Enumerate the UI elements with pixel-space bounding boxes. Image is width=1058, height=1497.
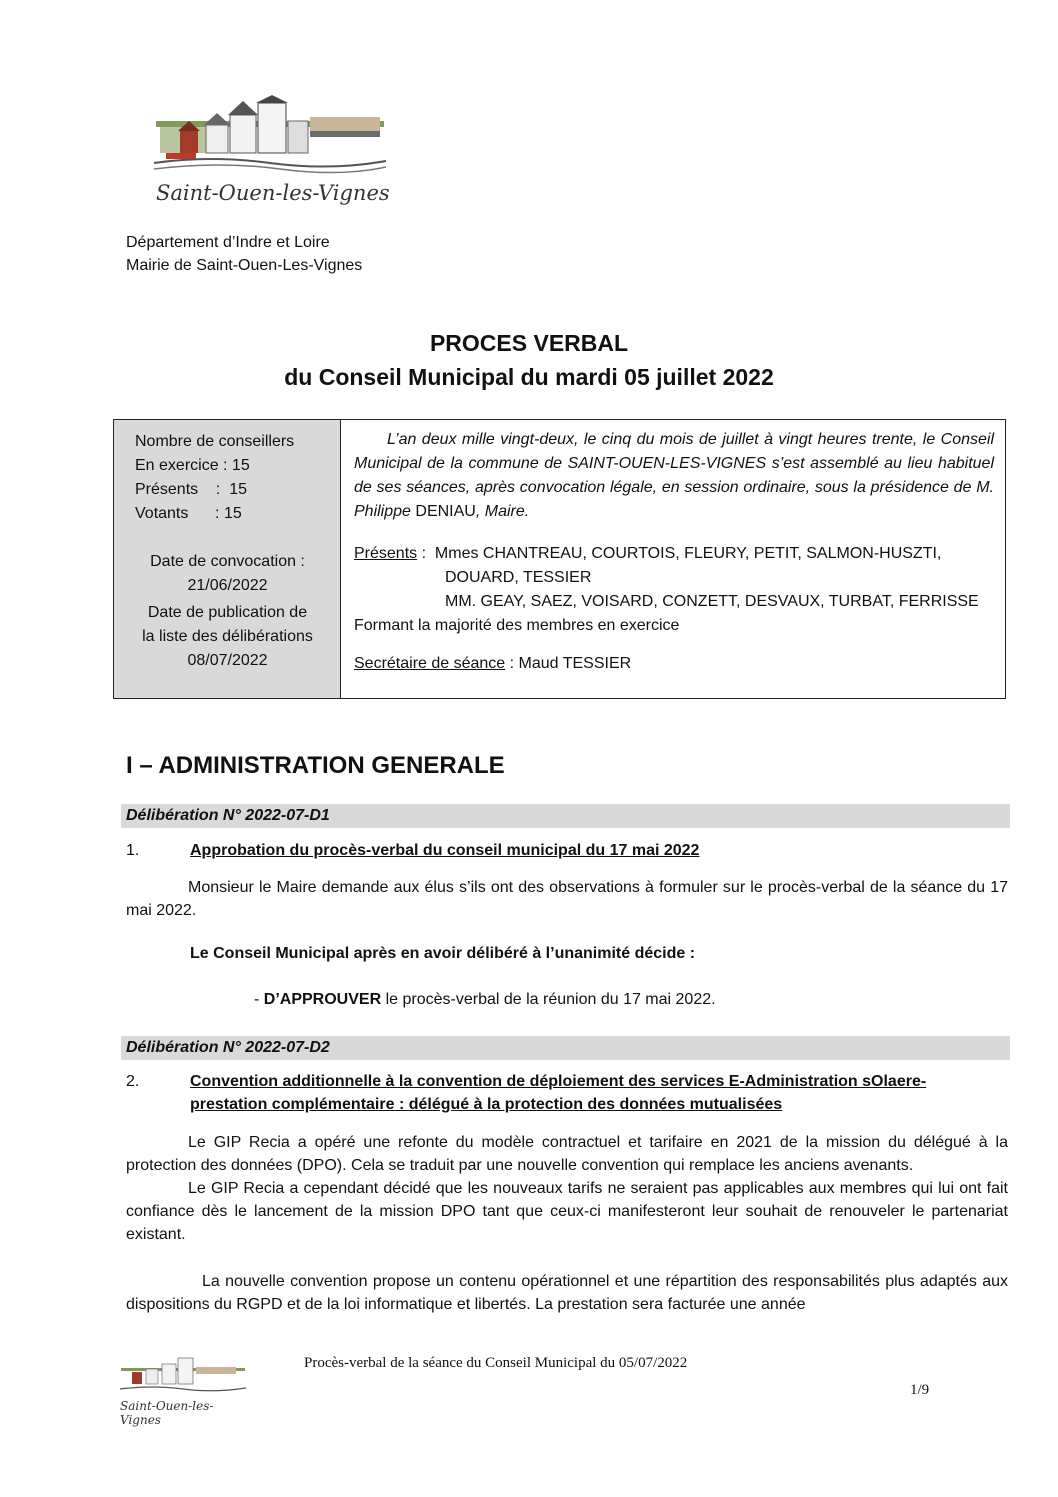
item-heading-2a: Convention additionnelle à la convention de déploiement des services E-Administration sOlaere- [190,1073,927,1090]
item-heading-2b: prestation complémentaire : délégué à la protection des données mutualisées [190,1096,783,1113]
logo [150,95,390,215]
section-title: I – ADMINISTRATION GENERALE [126,752,505,779]
deliberation-bar-2: Délibération N° 2022-07-D2 [121,1036,1010,1060]
presents-label: Présents [354,545,418,562]
item-paragraph-1: Monsieur le Maire demande aux élus s’ils ont des observations à formuler sur le procès-verbal de la séance du 17 mai 2022. [126,879,1008,919]
secretary-name: : Maud TESSIER [505,655,632,672]
item-heading-1: Approbation du procès-verbal du conseil municipal du 17 mai 2022 [190,842,700,859]
action-line-1: - D’APPROUVER le procès-verbal de la réunion du 17 mai 2022. [254,991,716,1008]
mm-list: MM. GEAY, SAEZ, VOISARD, CONZETT, DESVAUX, TURBAT, FERRISSE [445,593,979,610]
department-line: Département d’Indre et Loire [126,234,330,251]
publication-label-1: Date de publication de [147,604,308,621]
logo-text: Saint-Ouen-les-Vignes [156,181,390,205]
mayor-name: DENIAU [415,503,476,520]
item-number-1: 1. [126,842,140,859]
secretary-label: Secrétaire de séance [354,655,506,672]
mairie-line: Mairie de Saint-Ouen-Les-Vignes [126,257,363,274]
footer-logo-text: Saint-Ouen-les-Vignes [120,1399,214,1427]
mmes-list: Mmes CHANTREAU, COURTOIS, FLEURY, PETIT, SALMON-HUSZTI, [434,545,942,562]
deliberation-bar-1: Délibération N° 2022-07-D1 [121,804,1010,828]
counts-panel [114,420,341,698]
conseillers-label: Nombre de conseillers [135,433,295,450]
item-paragraph-2b: Le GIP Recia a cependant décidé que les nouveaux tarifs ne seraient pas applicables aux membres qui lui ont fait confiance dès le lancement de la mission DPO tant que ceux-ci manifesteront leur souhait de renouveler le partenariat existant. [126,1180,1008,1243]
item-number-2: 2. [126,1073,140,1090]
secretary-line [354,652,994,676]
page-number: 1/9 [910,1382,930,1398]
presents-count: Présents : 15 [135,481,248,498]
footer-caption: Procès-verbal de la séance du Conseil Municipal du 05/07/2022 [304,1355,688,1371]
convocation-label: Date de convocation : [150,553,305,570]
document-subtitle: du Conseil Municipal du mardi 05 juillet 2022 [284,364,774,390]
session-info-box [113,419,1006,699]
attendance: Présents : Mmes CHANTREAU, COURTOIS, FLEURY, PETIT, SALMON-HUSZTI, DOUARD, TESSIER MM. GEAY, SAEZ, VOISARD, CONZETT, DESVAUX, TURBAT, FERRISSE Formant la majorité des membres en exercice Secrétaire de séance : Maud TESSIER [354,542,994,676]
item-paragraph-2a: Le GIP Recia a opéré une refonte du modèle contractuel et tarifaire en 2021 de la mission du délégué à la protection des données (DPO). Cela se traduit par une nouvelle convention qui remplace les anciens avenants. [126,1134,1008,1174]
publication-label-2: la liste des délibérations [142,628,313,645]
exercice-count: En exercice : 15 [135,457,250,474]
footer-logo [118,1355,248,1425]
votants-count: Votants : 15 [135,505,242,522]
majority-line: Formant la majorité des membres en exercice [354,617,680,634]
village-illustration [150,95,390,175]
item-paragraph-2c: La nouvelle convention propose un contenu opérationnel et une répartition des responsabilités plus adaptés aux dispositions du RGPD et de la loi informatique et libertés. La prestation sera facturée une année [126,1273,1008,1313]
village-illustration-small [118,1355,248,1395]
mmes-list-cont: DOUARD, TESSIER [445,569,592,586]
document-title: PROCES VERBAL [429,330,629,356]
decision-line-1: Le Conseil Municipal après en avoir délibéré à l’unanimité décide : [190,945,696,962]
session-intro: L’an deux mille vingt-deux, le cinq du mois de juillet à vingt heures trente, le Conseil Municipal de la commune de SAINT-OUEN-LES-VIGNES s’est assemblé au lieu habituel de ses séances, après convocation légale, en session ordinaire, sous la présidence de M. Philippe DENIAU, Maire. [354,431,994,520]
publication-date: 08/07/2022 [187,652,268,669]
action-verb-1: D’APPROUVER [263,991,382,1008]
session-details [354,428,994,676]
convocation-date: 21/06/2022 [187,577,268,594]
